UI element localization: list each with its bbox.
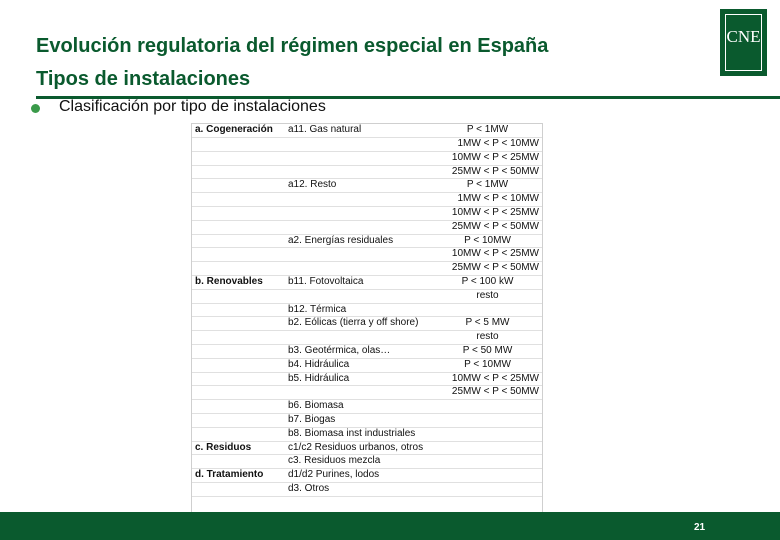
category-cell	[192, 317, 286, 330]
subgroup-cell: d1/d2 Purines, lodos	[288, 469, 380, 481]
power-range-cell	[433, 483, 542, 496]
table-row	[192, 455, 542, 469]
subgroup-cell: a12. Resto	[288, 179, 337, 191]
table-row	[192, 235, 542, 249]
power-range-cell: P < 10MW	[464, 234, 511, 246]
subgroup-cell: b11. Fotovoltaica	[288, 275, 364, 287]
subgroup-cell	[286, 138, 433, 151]
table-row	[192, 373, 542, 387]
subgroup-cell: b8. Biomasa inst industriales	[288, 427, 416, 439]
installation-types-table	[191, 123, 543, 513]
subgroup-cell: b12. Térmica	[288, 303, 347, 315]
cne-logo-text: CNE	[726, 27, 761, 46]
subgroup-cell: b4. Hidráulica	[288, 358, 350, 370]
category-cell	[192, 207, 286, 220]
power-range-cell: 25MW < P < 50MW	[451, 262, 539, 274]
category-cell: c. Residuos	[195, 441, 252, 453]
subgroup-cell: b2. Eólicas (tierra y off shore)	[288, 317, 419, 329]
table-row	[192, 483, 542, 497]
table-row	[192, 345, 542, 359]
subgroup-cell	[286, 221, 433, 234]
cne-logo-frame	[725, 14, 762, 71]
subgroup-cell: c3. Residuos mezcla	[288, 455, 381, 467]
table-row	[192, 400, 542, 414]
table-row	[192, 179, 542, 193]
category-cell	[192, 386, 286, 399]
power-range-cell: P < 1MW	[466, 179, 509, 191]
table-row	[192, 152, 542, 166]
cne-logo	[720, 9, 767, 76]
power-range-cell: P < 50 MW	[462, 344, 513, 356]
power-range-cell: 1MW < P < 10MW	[457, 138, 539, 149]
table-row	[192, 428, 542, 442]
subgroup-cell	[286, 152, 433, 165]
table-row	[192, 193, 542, 207]
table-row	[192, 304, 542, 318]
category-cell	[192, 221, 286, 234]
power-range-cell: P < 100 kW	[461, 275, 514, 287]
power-range-cell: resto	[476, 331, 499, 343]
slide-title-line-1: Evolución regulatoria del régimen especial en España	[36, 35, 549, 57]
category-cell	[192, 373, 286, 386]
table-row	[192, 290, 542, 304]
subgroup-cell	[286, 386, 433, 399]
category-cell	[192, 179, 286, 192]
table-row	[192, 469, 542, 483]
subgroup-cell	[286, 193, 433, 206]
category-cell	[192, 166, 286, 179]
power-range-cell: 10MW < P < 25MW	[451, 248, 539, 260]
category-cell	[192, 331, 286, 344]
category-cell	[192, 290, 286, 303]
table-row	[192, 166, 542, 180]
power-range-cell: 25MW < P < 50MW	[451, 386, 539, 398]
table-row	[192, 262, 542, 276]
table-row	[192, 124, 542, 138]
subgroup-cell	[286, 207, 433, 220]
power-range-cell	[433, 455, 542, 468]
category-cell: a. Cogeneración	[195, 124, 273, 135]
power-range-cell: P < 10MW	[464, 358, 511, 370]
table-row	[192, 442, 542, 456]
category-cell	[192, 262, 286, 275]
subgroup-cell: a11. Gas natural	[288, 124, 362, 135]
category-cell: b. Renovables	[195, 275, 263, 287]
power-range-cell	[433, 304, 542, 317]
category-cell	[192, 400, 286, 413]
subgroup-cell: b5. Hidráulica	[288, 372, 350, 384]
subgroup-cell: b7. Biogas	[288, 413, 336, 425]
power-range-cell: resto	[476, 289, 499, 301]
table-row	[192, 207, 542, 221]
subgroup-cell: d3. Otros	[288, 482, 330, 494]
subgroup-cell: b6. Biomasa	[288, 400, 344, 412]
power-range-cell	[433, 428, 542, 441]
power-range-cell: 10MW < P < 25MW	[451, 151, 539, 163]
subgroup-cell	[286, 248, 433, 261]
subgroup-cell: c1/c2 Residuos urbanos, otros	[288, 441, 424, 453]
category-cell	[192, 483, 286, 496]
category-cell	[192, 428, 286, 441]
category-cell	[192, 152, 286, 165]
power-range-cell	[433, 414, 542, 427]
subgroup-cell: a2. Energías residuales	[288, 234, 394, 246]
power-range-cell: 10MW < P < 25MW	[451, 372, 539, 384]
subgroup-cell	[286, 290, 433, 303]
table-row	[192, 359, 542, 373]
power-range-cell	[433, 442, 542, 455]
table-row	[192, 221, 542, 235]
category-cell	[192, 345, 286, 358]
table-row	[192, 331, 542, 345]
power-range-cell: 25MW < P < 50MW	[451, 220, 539, 232]
power-range-cell: P < 1MW	[466, 124, 509, 135]
category-cell	[192, 248, 286, 261]
category-cell	[192, 455, 286, 468]
power-range-cell	[433, 469, 542, 482]
subgroup-cell	[286, 166, 433, 179]
bullet-icon	[31, 104, 40, 113]
table-row	[192, 317, 542, 331]
category-cell	[192, 235, 286, 248]
page-number: 21	[694, 522, 706, 533]
section-subtitle: Clasificación por tipo de instalaciones	[59, 98, 326, 115]
subgroup-cell: b3. Geotérmica, olas…	[288, 344, 391, 356]
subgroup-cell	[286, 331, 433, 344]
table-row	[192, 248, 542, 262]
subgroup-cell	[286, 262, 433, 275]
slide-title-line-2: Tipos de instalaciones	[36, 68, 251, 90]
category-cell	[192, 414, 286, 427]
power-range-cell: 10MW < P < 25MW	[451, 206, 539, 218]
table-row	[192, 386, 542, 400]
footer-bar	[0, 512, 780, 540]
table-row	[192, 138, 542, 152]
category-cell: d. Tratamiento	[195, 469, 264, 481]
category-cell	[192, 359, 286, 372]
power-range-cell: 1MW < P < 10MW	[457, 193, 539, 205]
category-cell	[192, 193, 286, 206]
category-cell	[192, 304, 286, 317]
power-range-cell: P < 5 MW	[465, 317, 510, 329]
category-cell	[192, 138, 286, 151]
table-row	[192, 414, 542, 428]
table-row	[192, 276, 542, 290]
power-range-cell	[433, 400, 542, 413]
power-range-cell: 25MW < P < 50MW	[451, 165, 539, 177]
